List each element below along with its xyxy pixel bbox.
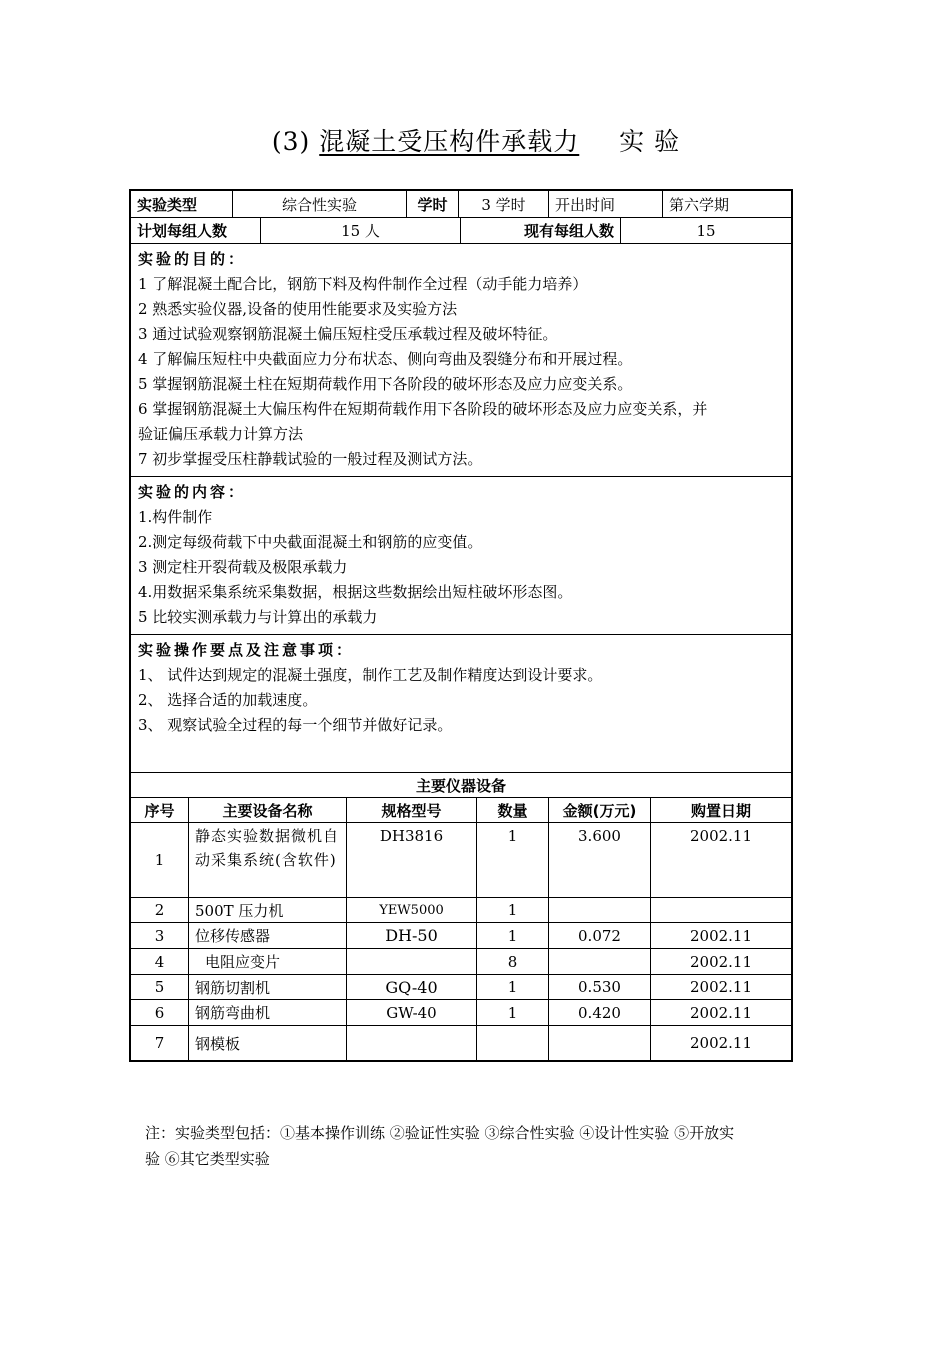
row-model: GQ-40 [347, 975, 477, 999]
row-model [347, 949, 477, 974]
table-row [131, 898, 791, 923]
page-title [0, 124, 952, 160]
term-value: 第六学期 [669, 195, 730, 214]
row-index: 1 [131, 823, 189, 897]
purpose-heading: 实验的目的： [138, 250, 247, 268]
purpose-item: 7 初步掌握受压柱静载试验的一般过程及测试方法。 [138, 450, 483, 468]
row-index: 2 [131, 898, 189, 922]
row-date: 2002.11 [689, 1034, 753, 1052]
content-item: 2.测定每级荷载下中央截面混凝土和钢筋的应变值。 [138, 533, 483, 551]
row-index: 4 [131, 949, 189, 974]
notes-heading: 实验操作要点及注意事项： [138, 641, 355, 659]
term-label: 开出时间 [549, 191, 663, 217]
purpose-item: 2 熟悉实验仪器,设备的使用性能要求及实验方法 [138, 300, 458, 318]
table-row [131, 1000, 791, 1026]
content-item: 4.用数据采集系统采集数据，根据这些数据绘出短柱破坏形态图。 [138, 583, 573, 601]
title-suffix: 实 验 [619, 127, 681, 156]
notes-item: 2、 选择合适的加载速度。 [138, 691, 318, 709]
table-row [131, 949, 791, 975]
footnote [145, 1120, 815, 1172]
col-header-date: 购置日期 [690, 801, 751, 820]
notes-section [131, 635, 791, 773]
purpose-item: 3 通过试验观察钢筋混凝土偏压短柱受压承载过程及破坏特征。 [138, 325, 558, 343]
type-value: 综合性实验 [233, 191, 407, 217]
row-name: 静态实验数据微机自动采集系统(含软件) [189, 823, 347, 897]
type-label: 实验类型 [131, 191, 233, 217]
purpose-item: 验证偏压承载力计算方法 [138, 425, 304, 443]
row-qty: 1 [477, 1000, 549, 1025]
purpose-section [131, 244, 791, 477]
row-index: 7 [131, 1026, 189, 1060]
content-heading: 实验的内容： [138, 483, 247, 501]
col-header-index: 序号 [131, 798, 189, 822]
notes-item: 3、 观察试验全过程的每一个细节并做好记录。 [138, 716, 453, 734]
row-qty: 1 [477, 823, 549, 897]
row-amount [549, 898, 651, 922]
row-amount: 3.600 [549, 823, 651, 897]
row-index: 6 [131, 1000, 189, 1025]
row-name: 电阻应变片 [189, 949, 347, 974]
equipment-title: 主要仪器设备 [415, 776, 506, 795]
row-name: 钢模板 [189, 1026, 347, 1060]
row-qty: 8 [477, 949, 549, 974]
title-main: 混凝土受压构件承载力 [319, 127, 580, 156]
row-index: 3 [131, 923, 189, 948]
row-qty: 1 [477, 898, 549, 922]
row-date: 2002.11 [689, 827, 753, 845]
row-index: 5 [131, 975, 189, 999]
row-name: 钢筋弯曲机 [189, 1000, 347, 1025]
content-item: 3 测定柱开裂荷载及极限承载力 [138, 558, 348, 576]
row-name: 500T 压力机 [189, 898, 347, 922]
row-model: DH3816 [347, 823, 477, 897]
row-qty: 1 [477, 975, 549, 999]
row-amount [549, 949, 651, 974]
plan-value: 15 人 [261, 218, 461, 243]
row-date: 2002.11 [689, 926, 753, 945]
row-model [347, 1026, 477, 1060]
info-row-1 [131, 191, 791, 218]
row-model: YEW5000 [347, 898, 477, 922]
col-header-name: 主要设备名称 [189, 798, 347, 822]
actual-label: 现有每组人数 [461, 218, 621, 243]
row-date: 2002.11 [689, 952, 753, 971]
table-row [131, 823, 791, 898]
row-amount [549, 1026, 651, 1060]
purpose-item: 6 掌握钢筋混凝土大偏压构件在短期荷载作用下各阶段的破坏形态及应力应变关系，并 [138, 400, 708, 418]
row-amount: 0.530 [549, 975, 651, 999]
table-row [131, 975, 791, 1000]
table-row [131, 923, 791, 949]
row-model: GW-40 [347, 1000, 477, 1025]
content-item: 5 比较实测承载力与计算出的承载力 [138, 608, 378, 626]
row-date: 2002.11 [689, 978, 753, 996]
col-header-model: 规格型号 [347, 798, 477, 822]
notes-item: 1、 试件达到规定的混凝土强度，制作工艺及制作精度达到设计要求。 [138, 666, 603, 684]
content-item: 1.构件制作 [138, 508, 213, 526]
actual-value: 15 [696, 221, 716, 240]
info-row-2 [131, 218, 791, 244]
experiment-table [129, 189, 793, 1062]
row-date: 2002.11 [689, 1003, 753, 1022]
footnote-line: 验 ⑥其它类型实验 [145, 1150, 270, 1168]
hours-value: 3 学时 [459, 191, 549, 217]
equipment-header-row [131, 798, 791, 823]
purpose-item: 1 了解混凝土配合比，钢筋下料及构件制作全过程（动手能力培养） [138, 275, 588, 293]
purpose-item: 4 了解偏压短柱中央截面应力分布状态、侧向弯曲及裂缝分布和开展过程。 [138, 350, 633, 368]
content-section [131, 477, 791, 635]
row-amount: 0.072 [549, 923, 651, 948]
row-model: DH-50 [347, 923, 477, 948]
row-amount: 0.420 [549, 1000, 651, 1025]
col-header-qty: 数量 [477, 798, 549, 822]
plan-label: 计划每组人数 [131, 218, 261, 243]
col-header-amount: 金额(万元) [549, 798, 651, 822]
purpose-item: 5 掌握钢筋混凝土柱在短期荷载作用下各阶段的破坏形态及应力应变关系。 [138, 375, 633, 393]
row-name: 钢筋切割机 [189, 975, 347, 999]
row-qty [477, 1026, 549, 1060]
footnote-line: 注：实验类型包括：①基本操作训练 ②验证性实验 ③综合性实验 ④设计性实验 ⑤开放实 [145, 1124, 735, 1142]
hours-label: 学时 [407, 191, 459, 217]
row-name: 位移传感器 [189, 923, 347, 948]
equipment-title-row [131, 773, 791, 798]
row-qty: 1 [477, 923, 549, 948]
table-row [131, 1026, 791, 1060]
row-date [651, 898, 791, 922]
title-prefix: (3) [271, 127, 311, 156]
